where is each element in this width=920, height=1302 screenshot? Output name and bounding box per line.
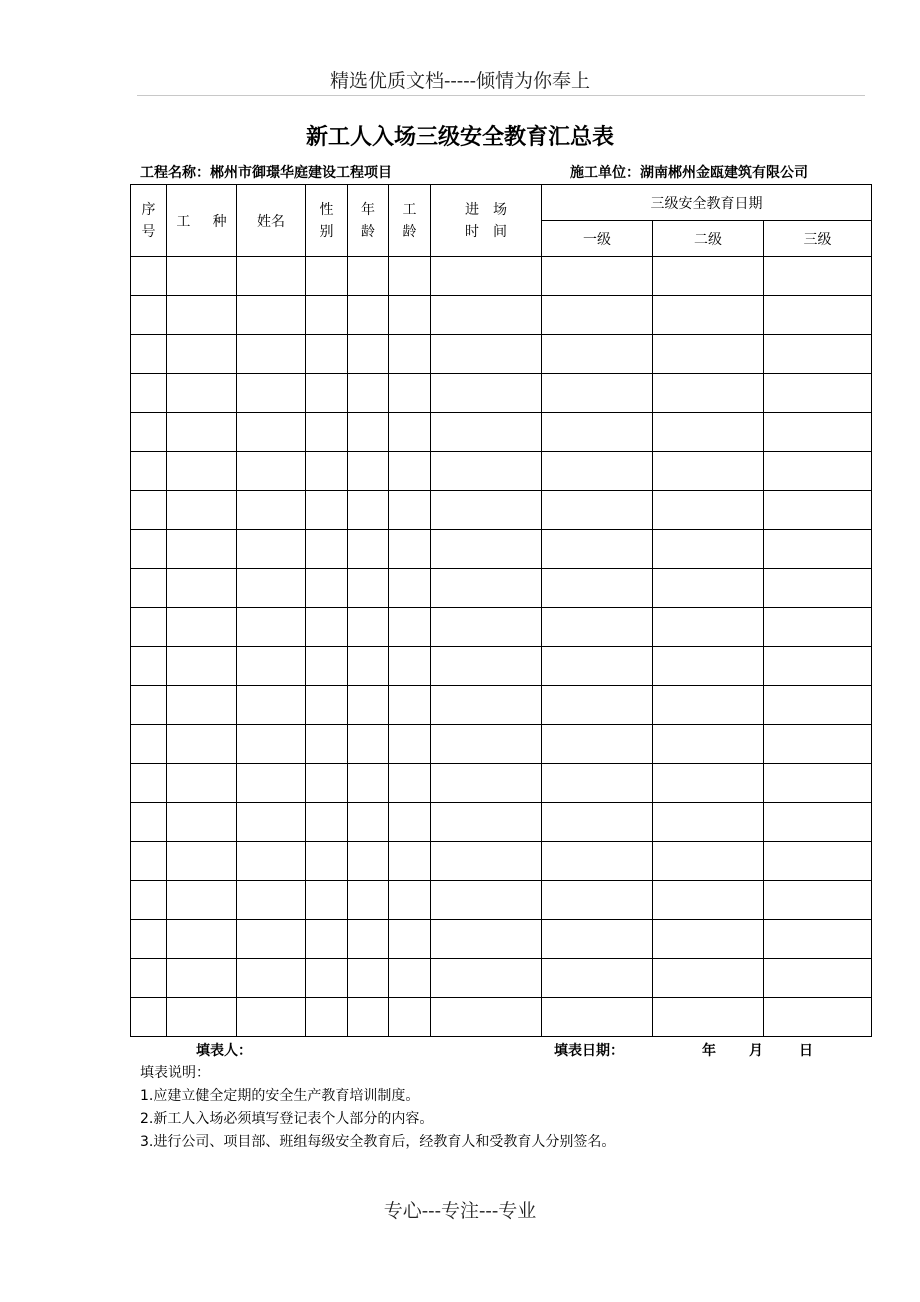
table-cell: [237, 842, 306, 881]
table-cell: [167, 842, 237, 881]
table-cell: [764, 491, 872, 530]
header-gender: [306, 185, 348, 257]
table-cell: [431, 452, 542, 491]
table-cell: [542, 452, 653, 491]
table-row: [131, 569, 872, 608]
table-cell: [653, 959, 764, 998]
table-cell: [237, 491, 306, 530]
table-cell: [431, 569, 542, 608]
table-cell: [542, 842, 653, 881]
table-cell: [653, 764, 764, 803]
table-cell: [167, 959, 237, 998]
table-cell: [542, 803, 653, 842]
table-cell: [389, 647, 431, 686]
table-cell: [348, 920, 389, 959]
table-row: [131, 647, 872, 686]
header-level-3: 三级: [764, 221, 872, 257]
header-trade-part1: 工: [176, 213, 191, 230]
note-item: 1.应建立健全定期的安全生产教育培训制度。: [140, 1088, 420, 1104]
table-cell: [653, 920, 764, 959]
table-cell: [131, 296, 167, 335]
table-cell: [389, 803, 431, 842]
table-row: [131, 335, 872, 374]
table-cell: [131, 803, 167, 842]
table-row: [131, 530, 872, 569]
table-row: [131, 296, 872, 335]
header-entry-line1: 进 场: [465, 201, 507, 218]
table-cell: [542, 686, 653, 725]
table-row: [131, 881, 872, 920]
table-cell: [542, 374, 653, 413]
table-cell: [764, 530, 872, 569]
table-cell: [306, 569, 348, 608]
table-cell: [306, 920, 348, 959]
header-level-1: 一级: [542, 221, 653, 257]
page-footer: 专心---专注---专业: [383, 1200, 537, 1222]
table-cell: [237, 608, 306, 647]
table-row: [131, 686, 872, 725]
contractor: [570, 162, 808, 182]
table-cell: [431, 920, 542, 959]
table-cell: [348, 296, 389, 335]
table-cell: [431, 491, 542, 530]
table-cell: [237, 530, 306, 569]
table-cell: [131, 530, 167, 569]
table-row: [131, 413, 872, 452]
table-row: [131, 491, 872, 530]
table-cell: [306, 842, 348, 881]
table-cell: [237, 647, 306, 686]
table-cell: [653, 725, 764, 764]
table-cell: [542, 608, 653, 647]
table-cell: [348, 881, 389, 920]
table-cell: [431, 374, 542, 413]
table-cell: [389, 257, 431, 296]
table-cell: [653, 569, 764, 608]
table-cell: [348, 998, 389, 1037]
table-cell: [764, 998, 872, 1037]
table-cell: [348, 413, 389, 452]
header-seq-line1: 序: [141, 201, 156, 218]
project-name-label: 工程名称：: [140, 165, 210, 181]
table-row: [131, 998, 872, 1037]
table-cell: [237, 452, 306, 491]
table-cell: [131, 569, 167, 608]
table-cell: [237, 725, 306, 764]
header-entry-time: [431, 185, 542, 257]
project-name: [140, 162, 392, 182]
table-cell: [306, 335, 348, 374]
notes: [140, 1062, 615, 1154]
table-cell: [237, 257, 306, 296]
table-cell: [431, 647, 542, 686]
table-cell: [431, 530, 542, 569]
table-cell: [131, 647, 167, 686]
table-row: [131, 608, 872, 647]
table-cell: [348, 335, 389, 374]
table-cell: [653, 803, 764, 842]
header-gender-line1: 性: [319, 201, 334, 218]
table-cell: [542, 764, 653, 803]
table-cell: [389, 842, 431, 881]
table-cell: [542, 413, 653, 452]
table-cell: [306, 998, 348, 1037]
table-cell: [237, 998, 306, 1037]
table-cell: [653, 647, 764, 686]
table-body: [131, 257, 872, 1037]
table-cell: [431, 764, 542, 803]
table-cell: [348, 686, 389, 725]
table-cell: [389, 959, 431, 998]
table-cell: [542, 725, 653, 764]
table-cell: [389, 491, 431, 530]
table-cell: [653, 374, 764, 413]
table-cell: [653, 998, 764, 1037]
project-name-value: 郴州市御璟华庭建设工程项目: [210, 165, 392, 181]
table-cell: [389, 764, 431, 803]
table-cell: [306, 803, 348, 842]
note-item: 2.新工人入场必须填写登记表个人部分的内容。: [140, 1111, 434, 1127]
table-cell: [237, 803, 306, 842]
filler-label: 填表人：: [196, 1043, 252, 1059]
contractor-label: 施工单位：: [570, 165, 640, 181]
table-cell: [542, 335, 653, 374]
table-cell: [306, 764, 348, 803]
table-cell: [542, 296, 653, 335]
table-cell: [167, 608, 237, 647]
table-cell: [306, 491, 348, 530]
table-cell: [167, 296, 237, 335]
table-row: [131, 920, 872, 959]
table-cell: [764, 959, 872, 998]
table-cell: [131, 881, 167, 920]
table-cell: [348, 491, 389, 530]
table-cell: [389, 920, 431, 959]
table-cell: [167, 803, 237, 842]
table-cell: [653, 881, 764, 920]
table-cell: [389, 686, 431, 725]
table-cell: [764, 608, 872, 647]
table-cell: [764, 413, 872, 452]
table-cell: [348, 764, 389, 803]
table-cell: [389, 725, 431, 764]
table-cell: [306, 530, 348, 569]
table-cell: [131, 920, 167, 959]
table-cell: [653, 686, 764, 725]
table-cell: [389, 608, 431, 647]
table-cell: [167, 686, 237, 725]
table-cell: [167, 725, 237, 764]
header-age-line2: 龄: [361, 223, 375, 240]
table-cell: [653, 452, 764, 491]
header-age: [348, 185, 389, 257]
table-row: [131, 803, 872, 842]
education-summary-table: [130, 184, 872, 1037]
table-cell: [431, 959, 542, 998]
fill-date-label: 填表日期：: [554, 1043, 624, 1059]
header-entry-line2: 时 间: [465, 223, 507, 240]
notes-heading: 填表说明：: [140, 1065, 210, 1081]
table-cell: [764, 257, 872, 296]
table-cell: [306, 881, 348, 920]
table-cell: [306, 296, 348, 335]
table-cell: [306, 725, 348, 764]
table-cell: [348, 803, 389, 842]
table-cell: [306, 686, 348, 725]
table-cell: [764, 374, 872, 413]
table-cell: [431, 725, 542, 764]
table-cell: [431, 335, 542, 374]
table-cell: [348, 569, 389, 608]
table-cell: [653, 530, 764, 569]
table-cell: [389, 881, 431, 920]
table-cell: [764, 647, 872, 686]
table-cell: [167, 257, 237, 296]
header-age-line1: 年: [361, 201, 375, 218]
table-cell: [237, 569, 306, 608]
table-cell: [389, 569, 431, 608]
table-cell: [764, 764, 872, 803]
table-cell: [131, 608, 167, 647]
table-row: [131, 842, 872, 881]
table-cell: [764, 803, 872, 842]
table-cell: [348, 374, 389, 413]
table-cell: [237, 920, 306, 959]
table-cell: [431, 296, 542, 335]
table-cell: [542, 491, 653, 530]
table-cell: [653, 491, 764, 530]
table-cell: [542, 959, 653, 998]
header-work-age-line1: 工: [402, 201, 417, 218]
table-cell: [131, 335, 167, 374]
table-cell: [431, 881, 542, 920]
table-cell: [653, 296, 764, 335]
table-cell: [389, 296, 431, 335]
table-cell: [237, 959, 306, 998]
table-cell: [389, 374, 431, 413]
table-cell: [764, 725, 872, 764]
header-rule: [137, 95, 865, 96]
table-cell: [131, 686, 167, 725]
table-cell: [131, 374, 167, 413]
note-item: 3.进行公司、项目部、班组每级安全教育后，经教育人和受教育人分别签名。: [140, 1134, 616, 1150]
table-cell: [131, 998, 167, 1037]
table-cell: [237, 764, 306, 803]
table-row: [131, 374, 872, 413]
table-cell: [431, 608, 542, 647]
table-cell: [167, 764, 237, 803]
table-cell: [306, 647, 348, 686]
table-cell: [237, 374, 306, 413]
table-cell: [764, 569, 872, 608]
table-cell: [131, 491, 167, 530]
table-cell: [167, 335, 237, 374]
table-cell: [348, 530, 389, 569]
table-cell: [131, 452, 167, 491]
header-education-date: 三级安全教育日期: [542, 185, 872, 221]
table-cell: [542, 530, 653, 569]
table-cell: [237, 413, 306, 452]
table-cell: [306, 257, 348, 296]
table-cell: [431, 686, 542, 725]
table-cell: [348, 608, 389, 647]
table-cell: [389, 413, 431, 452]
table-cell: [348, 842, 389, 881]
table-cell: [764, 686, 872, 725]
table-cell: [237, 686, 306, 725]
table-cell: [431, 803, 542, 842]
table-cell: [167, 998, 237, 1037]
header-name: 姓名: [237, 185, 306, 257]
table-cell: [542, 257, 653, 296]
table-cell: [237, 881, 306, 920]
table-cell: [653, 335, 764, 374]
table-cell: [431, 413, 542, 452]
table-cell: [348, 452, 389, 491]
table-cell: [389, 530, 431, 569]
table-cell: [131, 725, 167, 764]
table-cell: [167, 920, 237, 959]
table-cell: [306, 413, 348, 452]
table-row: [131, 725, 872, 764]
header-trade-part2: 种: [212, 213, 227, 230]
header-trade: [167, 185, 237, 257]
table-cell: [167, 530, 237, 569]
table-cell: [237, 296, 306, 335]
table-cell: [131, 413, 167, 452]
table-cell: [389, 335, 431, 374]
table-row: [131, 257, 872, 296]
table-cell: [542, 881, 653, 920]
table-row: [131, 452, 872, 491]
table-cell: [306, 959, 348, 998]
table-cell: [131, 842, 167, 881]
table-cell: [764, 296, 872, 335]
table-cell: [306, 608, 348, 647]
table-cell: [348, 257, 389, 296]
table-cell: [764, 335, 872, 374]
header-level-2: 二级: [653, 221, 764, 257]
table-cell: [131, 959, 167, 998]
document-title: 新工人入场三级安全教育汇总表: [305, 125, 614, 150]
table-cell: [167, 647, 237, 686]
header-seq: [131, 185, 167, 257]
table-row: [131, 959, 872, 998]
header-gender-line2: 别: [319, 223, 334, 240]
table-cell: [167, 881, 237, 920]
fill-date-day: 日: [799, 1043, 813, 1059]
table-cell: [653, 842, 764, 881]
table-cell: [131, 764, 167, 803]
table-cell: [167, 452, 237, 491]
table-cell: [167, 413, 237, 452]
table-cell: [542, 647, 653, 686]
page-header: 精选优质文档-----倾情为你奉上: [329, 70, 591, 92]
fill-date-month: 月: [749, 1043, 763, 1059]
table-cell: [764, 842, 872, 881]
table-cell: [131, 257, 167, 296]
table-cell: [348, 725, 389, 764]
table-cell: [306, 374, 348, 413]
table-cell: [348, 959, 389, 998]
table-cell: [653, 608, 764, 647]
table-cell: [389, 452, 431, 491]
table-cell: [542, 998, 653, 1037]
table-cell: [237, 335, 306, 374]
header-seq-line2: 号: [141, 223, 156, 240]
contractor-value: 湖南郴州金瓯建筑有限公司: [640, 165, 808, 181]
table-cell: [167, 491, 237, 530]
table-cell: [653, 257, 764, 296]
table-cell: [431, 257, 542, 296]
table-cell: [306, 452, 348, 491]
table-cell: [167, 569, 237, 608]
table-cell: [542, 569, 653, 608]
header-work-age: [389, 185, 431, 257]
table-cell: [431, 998, 542, 1037]
fill-date-year: 年: [702, 1043, 716, 1059]
table-cell: [764, 452, 872, 491]
table-cell: [542, 920, 653, 959]
table-cell: [653, 413, 764, 452]
table-cell: [764, 920, 872, 959]
table-cell: [167, 374, 237, 413]
header-work-age-line2: 龄: [402, 223, 417, 240]
table-row: [131, 764, 872, 803]
table-cell: [764, 881, 872, 920]
table-cell: [431, 842, 542, 881]
table-cell: [389, 998, 431, 1037]
table-cell: [348, 647, 389, 686]
